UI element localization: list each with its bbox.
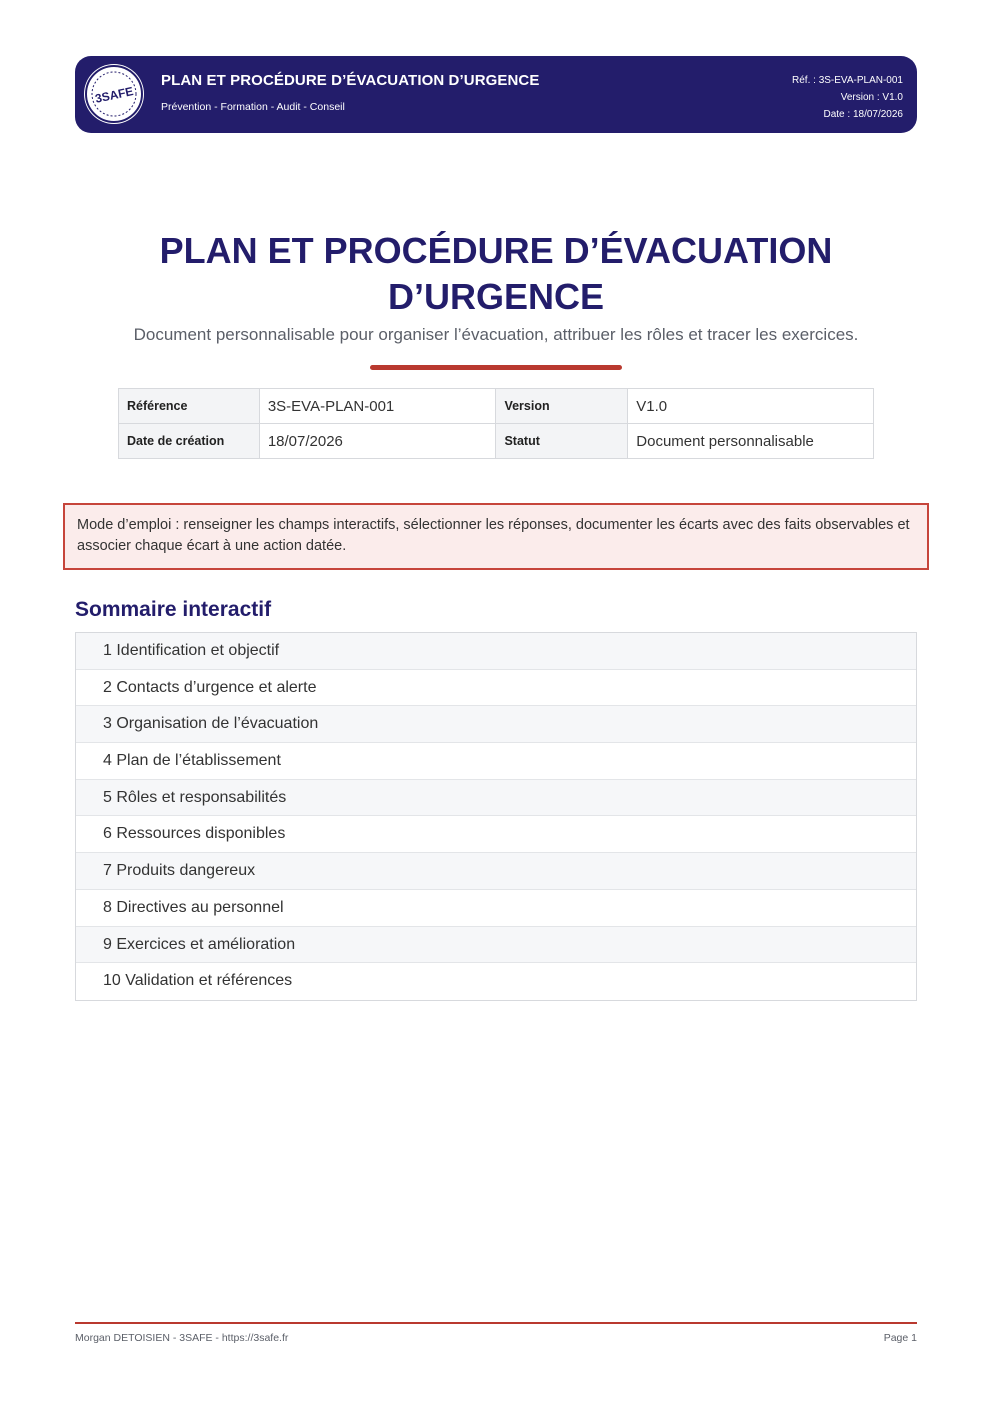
header-title: PLAN ET PROCÉDURE D’ÉVACUATION D’URGENCE (161, 72, 540, 89)
header-subtitle: Prévention - Formation - Audit - Conseil (161, 101, 345, 113)
company-logo (84, 64, 144, 124)
title-underline (370, 365, 622, 370)
reference-value: 3S-EVA-PLAN-001 (259, 389, 496, 424)
header-date: Date : 18/07/2026 (823, 109, 903, 120)
header-ref: Réf. : 3S-EVA-PLAN-001 (792, 75, 903, 86)
toc-item-ressources[interactable]: 6 Ressources disponibles (76, 816, 916, 853)
header-version: Version : V1.0 (840, 92, 903, 103)
instructions-notice: Mode d’emploi : renseigner les champs interactifs, sélectionner les réponses, documenter les écarts avec des faits observables et associer chaque écart à une action datée. (63, 503, 929, 570)
toc-item-contacts[interactable]: 2 Contacts d’urgence et alerte (76, 670, 916, 707)
footer-author: Morgan DETOISIEN - 3SAFE - https://3safe.fr (75, 1332, 289, 1344)
creation-date-value: 18/07/2026 (259, 424, 496, 459)
document-subtitle: Document personnalisable pour organiser l’évacuation, attribuer les rôles et tracer les exercices. (133, 325, 859, 344)
toc-item-exercices[interactable]: 9 Exercices et amélioration (76, 927, 916, 964)
toc-item-roles[interactable]: 5 Rôles et responsabilités (76, 780, 916, 817)
toc-heading: Sommaire interactif (75, 598, 272, 621)
toc-item-plan[interactable]: 4 Plan de l’établissement (76, 743, 916, 780)
version-value: V1.0 (628, 389, 874, 424)
toc-item-organisation[interactable]: 3 Organisation de l’évacuation (76, 706, 916, 743)
header-band (75, 56, 917, 133)
header-meta (792, 72, 903, 123)
status-value: Document personnalisable (628, 424, 874, 459)
toc-item-produits[interactable]: 7 Produits dangereux (76, 853, 916, 890)
creation-date-label: Date de création (119, 424, 260, 459)
version-label: Version (496, 389, 628, 424)
document-title: PLAN ET PROCÉDURE D’ÉVACUATION D’URGENCE (159, 230, 833, 317)
document-meta-table (118, 388, 874, 459)
toc-item-validation[interactable]: 10 Validation et références (76, 963, 916, 1000)
table-of-contents (75, 632, 917, 1001)
footer-rule (75, 1322, 917, 1324)
page-number: Page 1 (883, 1332, 917, 1344)
svg-text:3SAFE: 3SAFE (93, 84, 135, 106)
status-label: Statut (496, 424, 628, 459)
toc-item-identification[interactable]: 1 Identification et objectif (76, 633, 916, 670)
toc-item-directives[interactable]: 8 Directives au personnel (76, 890, 916, 927)
reference-label: Référence (119, 389, 260, 424)
